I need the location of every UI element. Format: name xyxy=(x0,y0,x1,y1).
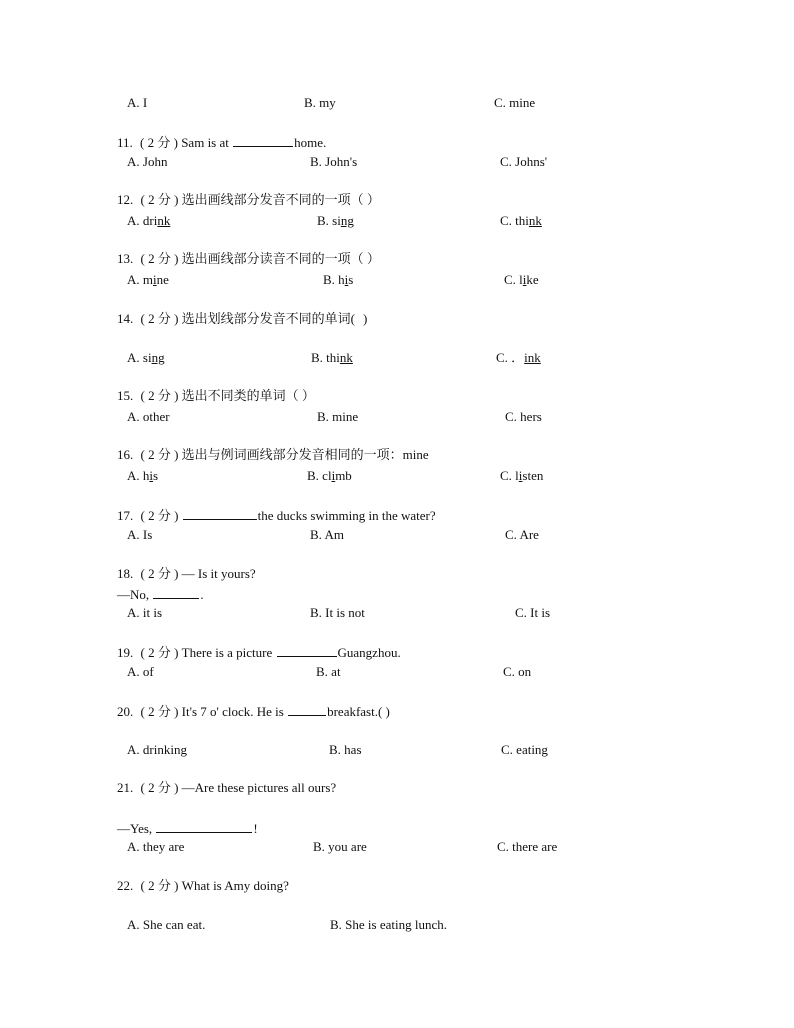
q11-text-after: home. xyxy=(294,135,327,150)
q20-answer-blank[interactable] xyxy=(288,703,326,716)
q13-option-c-text: C. l xyxy=(504,272,523,287)
q12-option-a-underlined: nk xyxy=(157,213,171,228)
q11-number: 11. xyxy=(117,135,133,150)
q15-text: 选出不同类的单词（ ） xyxy=(181,388,315,403)
q16-option-a-text: A. h xyxy=(127,468,150,483)
q21-option-b: B. you are xyxy=(313,839,367,854)
q12-option-b-text: B. si xyxy=(317,213,341,228)
q16-option-c xyxy=(500,468,543,484)
q22-option-a: A. She can eat. xyxy=(127,917,206,932)
q20-option-a: A. drinking xyxy=(127,742,187,757)
q15-question xyxy=(117,388,315,404)
q18-score: ( 2 分 ) xyxy=(140,566,179,581)
q14-option-c xyxy=(496,350,541,366)
q16-option-b-underlined: i xyxy=(331,468,336,483)
q20-text-after: breakfast.( ) xyxy=(327,704,390,719)
q19-answer-blank[interactable] xyxy=(277,644,337,657)
q13-option-a xyxy=(127,272,169,288)
q17-option-b: B. Am xyxy=(310,527,344,542)
q13-question xyxy=(117,251,380,267)
q13-score: ( 2 分 ) xyxy=(140,251,179,266)
q13-option-a-rest: ne xyxy=(156,272,169,287)
q13-option-a-text: A. m xyxy=(127,272,153,287)
q12-number: 12. xyxy=(117,192,134,207)
q14-option-b-underlined: nk xyxy=(339,350,353,365)
q19-option-b: B. at xyxy=(316,664,341,679)
q14-option-c-underlined: ink xyxy=(524,350,541,365)
q12-option-b-underlined: ng xyxy=(340,213,354,228)
q21-text: —Are these pictures all ours? xyxy=(181,780,337,795)
q10-option-a: A. I xyxy=(127,95,148,110)
q14-text: 选出划线部分发音不同的单词( xyxy=(181,311,356,326)
q18-option-a: A. it is xyxy=(127,605,163,620)
q21-option-c: C. there are xyxy=(497,839,558,854)
q17-option-a: A. Is xyxy=(127,527,153,542)
q17-answer-blank[interactable] xyxy=(183,507,257,520)
q15-option-a: A. other xyxy=(127,409,170,424)
q16-option-b xyxy=(307,468,352,484)
q19-option-c: C. on xyxy=(503,664,532,679)
q13-option-c-rest: ke xyxy=(526,272,539,287)
q15-number: 15. xyxy=(117,388,134,403)
q15-option-b: B. mine xyxy=(317,409,359,424)
q11-answer-blank[interactable] xyxy=(233,134,293,147)
q21-question xyxy=(117,780,336,796)
q20-number: 20. xyxy=(117,704,134,719)
q14-number: 14. xyxy=(117,311,134,326)
q15-score: ( 2 分 ) xyxy=(140,388,179,403)
q12-option-c xyxy=(500,213,542,229)
q16-option-c-rest: sten xyxy=(522,468,544,483)
q10-option-b: B. my xyxy=(304,95,336,110)
q21-reply-before: —Yes, xyxy=(117,821,153,836)
q18-option-b: B. It is not xyxy=(310,605,365,620)
q12-option-a-text: A. dri xyxy=(127,213,158,228)
q21-reply-after: ! xyxy=(253,821,258,836)
q16-option-a-underlined: i xyxy=(149,468,154,483)
q14-option-a-text: A. si xyxy=(127,350,152,365)
q13-option-b-underlined: i xyxy=(344,272,349,287)
q16-option-b-text: B. cl xyxy=(307,468,332,483)
q16-question xyxy=(117,447,429,463)
q12-question xyxy=(117,192,380,208)
q20-option-c: C. eating xyxy=(501,742,548,757)
q12-option-c-underlined: nk xyxy=(528,213,542,228)
q19-score: ( 2 分 ) xyxy=(140,645,179,660)
q12-text: 选出画线部分发音不同的一项（ ） xyxy=(181,192,380,207)
q16-option-c-underlined: i xyxy=(518,468,523,483)
q14-score: ( 2 分 ) xyxy=(140,311,179,326)
q10-option-c: C. mine xyxy=(494,95,536,110)
q19-text-after: Guangzhou. xyxy=(337,645,401,660)
q21-option-a: A. they are xyxy=(127,839,185,854)
q22-question xyxy=(117,878,289,894)
q13-option-b-rest: s xyxy=(348,272,354,287)
q17-number: 17. xyxy=(117,508,134,523)
q20-question xyxy=(117,703,390,720)
q22-number: 22. xyxy=(117,878,134,893)
q16-option-c-text: C. l xyxy=(500,468,519,483)
q13-number: 13. xyxy=(117,251,134,266)
q13-option-a-underlined: i xyxy=(153,272,157,287)
q11-option-c: C. Johns' xyxy=(500,154,548,169)
q16-option-a-rest: s xyxy=(153,468,159,483)
q18-reply-after: . xyxy=(200,587,204,602)
q14-option-b xyxy=(311,350,353,366)
q17-text-after: the ducks swimming in the water? xyxy=(257,508,436,523)
q18-reply-line xyxy=(117,586,204,603)
q21-reply-line xyxy=(117,820,258,837)
q18-reply-before: —No, xyxy=(117,587,150,602)
q13-option-c xyxy=(504,272,539,288)
q14-option-b-text: B. thi xyxy=(311,350,340,365)
q21-number: 21. xyxy=(117,780,134,795)
q13-option-b xyxy=(323,272,353,288)
q18-text: — Is it yours? xyxy=(181,566,256,581)
q11-score: ( 2 分 ) xyxy=(140,135,178,150)
q14-question xyxy=(117,311,367,327)
q11-text-before: Sam is at xyxy=(181,135,229,150)
q19-text-before: There is a picture xyxy=(181,645,273,660)
q20-score: ( 2 分 ) xyxy=(140,704,179,719)
q12-option-a xyxy=(127,213,170,229)
q12-option-c-text: C. thi xyxy=(500,213,529,228)
q13-text: 选出画线部分读音不同的一项（ ） xyxy=(181,251,380,266)
q18-answer-blank[interactable] xyxy=(153,586,199,599)
q16-text: 选出与例词画线部分发音相同的一项：mine xyxy=(181,447,429,462)
q17-option-c: C. Are xyxy=(505,527,539,542)
q20-text-before: It's 7 o' clock. He is xyxy=(181,704,284,719)
q12-option-b xyxy=(317,213,354,229)
q21-answer-blank[interactable] xyxy=(156,820,252,833)
q21-score: ( 2 分 ) xyxy=(140,780,179,795)
q16-number: 16. xyxy=(117,447,134,462)
q13-option-b-text: B. h xyxy=(323,272,345,287)
q20-option-b: B. has xyxy=(329,742,362,757)
q11-option-a: A. John xyxy=(127,154,168,169)
q14-option-c-text: C. ． xyxy=(496,350,525,365)
q18-question xyxy=(117,566,256,582)
q11-question xyxy=(117,134,326,151)
q18-number: 18. xyxy=(117,566,134,581)
q14-text-close: ) xyxy=(363,311,368,326)
q12-score: ( 2 分 ) xyxy=(140,192,179,207)
q22-text: What is Amy doing? xyxy=(181,878,289,893)
q22-score: ( 2 分 ) xyxy=(140,878,179,893)
q19-question xyxy=(117,644,401,661)
q11-option-b: B. John's xyxy=(310,154,358,169)
q19-option-a: A. of xyxy=(127,664,154,679)
q16-score: ( 2 分 ) xyxy=(140,447,179,462)
q16-option-b-rest: mb xyxy=(335,468,352,483)
q17-score: ( 2 分 ) xyxy=(140,508,179,523)
q14-option-a-underlined: ng xyxy=(151,350,165,365)
q19-number: 19. xyxy=(117,645,134,660)
q18-option-c: C. It is xyxy=(515,605,551,620)
q14-option-a xyxy=(127,350,165,366)
q16-option-a xyxy=(127,468,158,484)
q22-option-b: B. She is eating lunch. xyxy=(330,917,447,932)
q17-question xyxy=(117,507,436,524)
q15-option-c: C. hers xyxy=(505,409,542,424)
q13-option-c-underlined: i xyxy=(522,272,527,287)
